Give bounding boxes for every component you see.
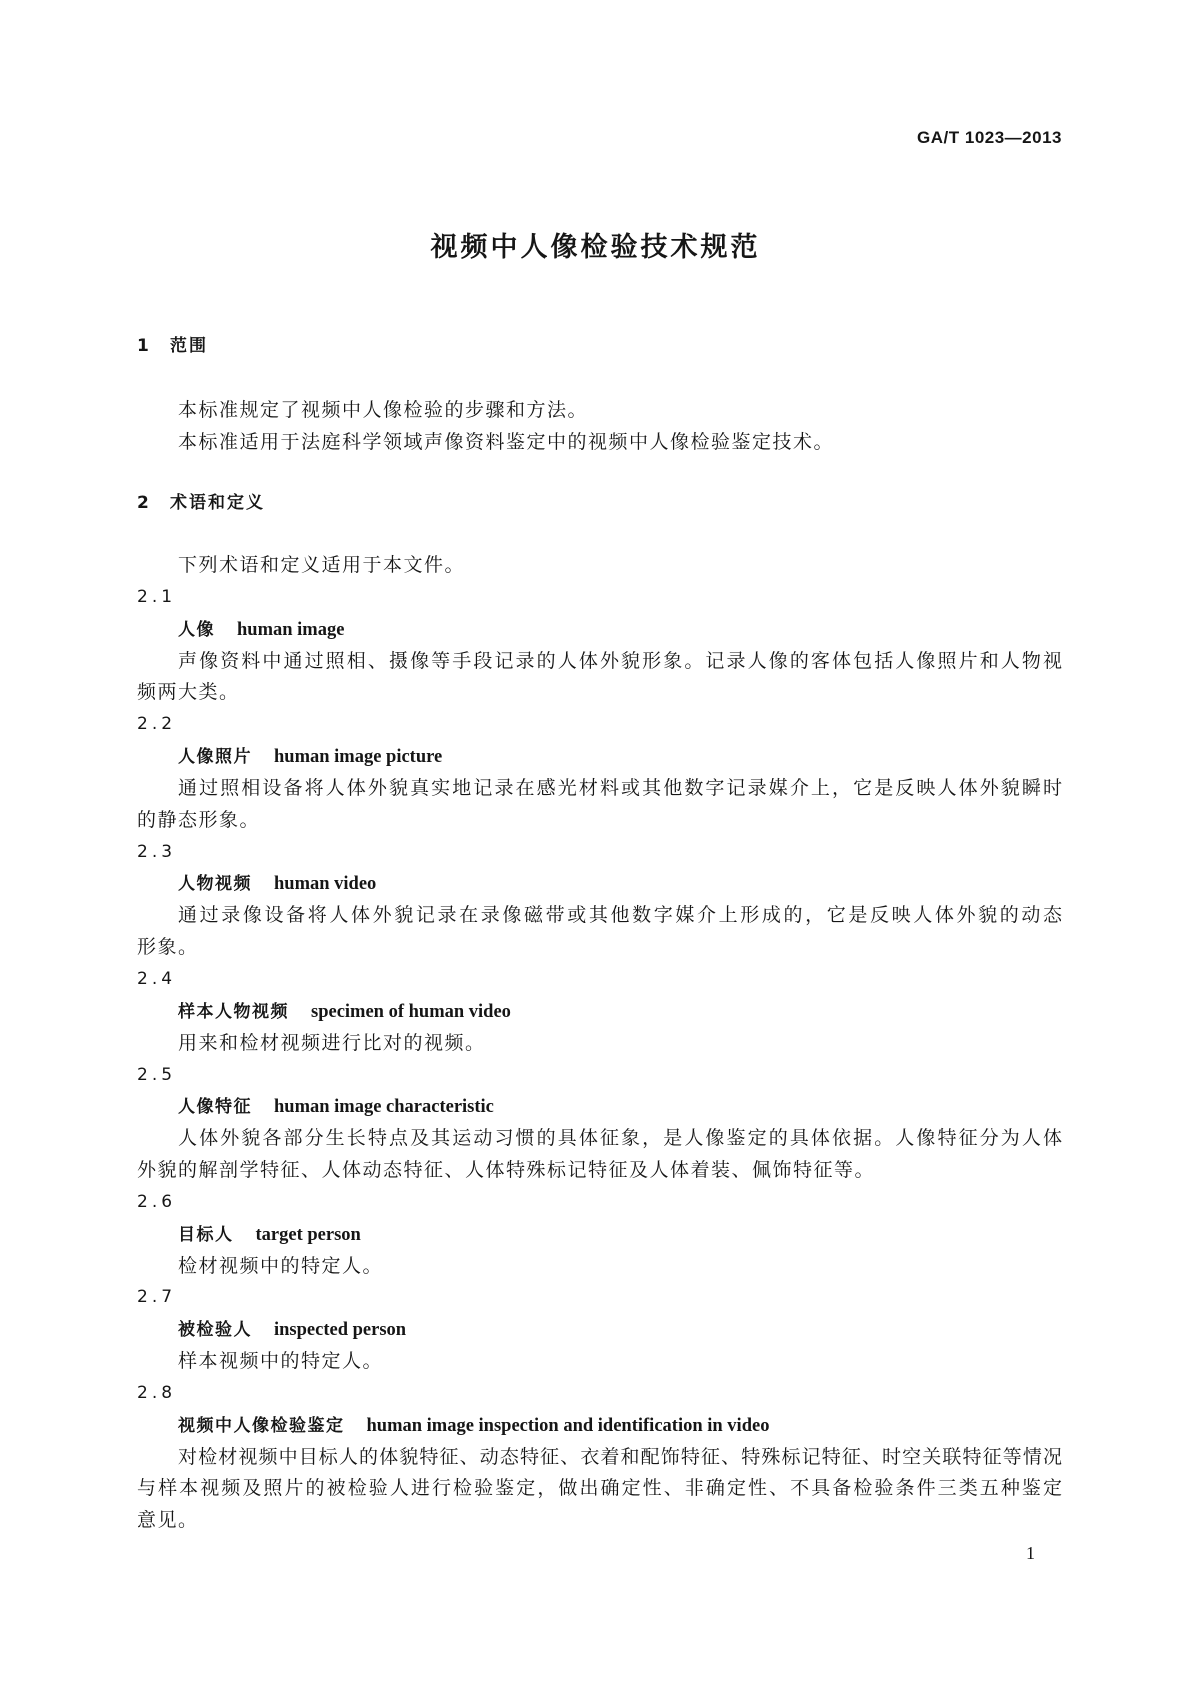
term-chinese: 人像特征 xyxy=(178,1097,252,1118)
definition-line: 用来和检材视频进行比对的视频。 xyxy=(178,1031,486,1054)
term-number: 2.3 xyxy=(137,841,177,862)
section-1 xyxy=(137,330,1062,362)
document-title: 视频中人像检验技术规范 xyxy=(430,232,761,263)
definition-line: 与样本视频及照片的被检验人进行检验鉴定，做出确定性、非确定性、不具备检验条件三类五种鉴定 xyxy=(137,1477,1062,1500)
term-number: 2.8 xyxy=(137,1382,177,1403)
section-2-body xyxy=(137,550,1062,1537)
definition-line: 人体外貌各部分生长特点及其运动习惯的具体征象，是人像鉴定的具体依据。人像特征分为人体 xyxy=(178,1127,1062,1150)
term-english: human video xyxy=(274,874,377,895)
term-entry xyxy=(137,709,1062,836)
term-entry xyxy=(137,837,1062,964)
term-chinese: 人像 xyxy=(178,619,215,640)
term-english: human image xyxy=(237,619,345,640)
term-heading xyxy=(137,1219,1062,1251)
paragraph: 本标准适用于法庭科学领域声像资料鉴定中的视频中人像检验鉴定技术。 xyxy=(178,431,835,453)
section-title: 术语和定义 xyxy=(170,493,265,513)
term-entry xyxy=(137,1187,1062,1283)
term-number: 2.2 xyxy=(137,714,177,735)
term-heading xyxy=(137,1091,1062,1123)
term-heading xyxy=(137,996,1062,1028)
section-heading xyxy=(137,487,1062,519)
term-chinese: 人像照片 xyxy=(178,747,252,768)
definition-line: 对检材视频中目标人的体貌特征、动态特征、衣着和配饰特征、特殊标记特征、时空关联特征等情况 xyxy=(178,1445,1062,1468)
term-number: 2.1 xyxy=(137,586,177,607)
section-1-body xyxy=(137,394,1062,458)
definition-line: 形象。 xyxy=(137,936,199,959)
term-entry xyxy=(137,1378,1062,1537)
term-english: inspected person xyxy=(274,1320,407,1341)
term-chinese: 人物视频 xyxy=(178,874,252,895)
definition-line: 检材视频中的特定人。 xyxy=(178,1254,384,1277)
term-number: 2.6 xyxy=(137,1191,177,1212)
term-chinese: 目标人 xyxy=(178,1224,234,1245)
section-heading xyxy=(137,330,1062,362)
definition-line: 通过照相设备将人体外貌真实地记录在感光材料或其他数字记录媒介上，它是反映人体外貌瞬时 xyxy=(178,776,1062,799)
term-english: human image inspection and identification in video xyxy=(366,1415,770,1436)
term-chinese: 被检验人 xyxy=(178,1320,252,1341)
definition-line: 声像资料中通过照相、摄像等手段记录的人体外貌形象。记录人像的客体包括人像照片和人物视 xyxy=(178,649,1062,672)
term-heading xyxy=(137,614,1062,646)
section-number: 2 xyxy=(137,493,149,513)
term-number: 2.7 xyxy=(137,1287,177,1308)
definition-line: 频两大类。 xyxy=(137,681,240,704)
section-intro: 下列术语和定义适用于本文件。 xyxy=(178,554,466,576)
term-heading xyxy=(137,741,1062,773)
term-english: target person xyxy=(255,1224,361,1245)
term-entry xyxy=(137,582,1062,709)
definition-line: 的静态形象。 xyxy=(137,808,261,831)
term-english: human image characteristic xyxy=(274,1097,494,1118)
term-heading xyxy=(137,1314,1062,1346)
term-english: human image picture xyxy=(274,747,443,768)
section-title: 范围 xyxy=(170,336,208,356)
definition-line: 外貌的解剖学特征、人体动态特征、人体特殊标记特征及人体着装、佩饰特征等。 xyxy=(137,1159,876,1182)
definition-line: 通过录像设备将人体外貌记录在录像磁带或其他数字媒介上形成的，它是反映人体外貌的动态 xyxy=(178,904,1062,927)
section-number: 1 xyxy=(137,336,149,356)
term-entry xyxy=(137,1060,1062,1187)
standard-code: GA/T 1023—2013 xyxy=(917,128,1062,147)
term-chinese: 视频中人像检验鉴定 xyxy=(178,1415,345,1436)
section-2 xyxy=(137,487,1062,519)
page-number: 1 xyxy=(1026,1543,1035,1563)
term-entry xyxy=(137,964,1062,1060)
definition-line: 样本视频中的特定人。 xyxy=(178,1350,384,1373)
definition-line: 意见。 xyxy=(137,1509,199,1532)
term-entry xyxy=(137,1282,1062,1378)
term-heading xyxy=(137,1410,1062,1442)
term-number: 2.4 xyxy=(137,968,177,989)
paragraph: 本标准规定了视频中人像检验的步骤和方法。 xyxy=(178,399,589,421)
term-chinese: 样本人物视频 xyxy=(178,1001,289,1022)
term-number: 2.5 xyxy=(137,1064,177,1085)
term-english: specimen of human video xyxy=(311,1001,511,1022)
term-heading xyxy=(137,868,1062,900)
